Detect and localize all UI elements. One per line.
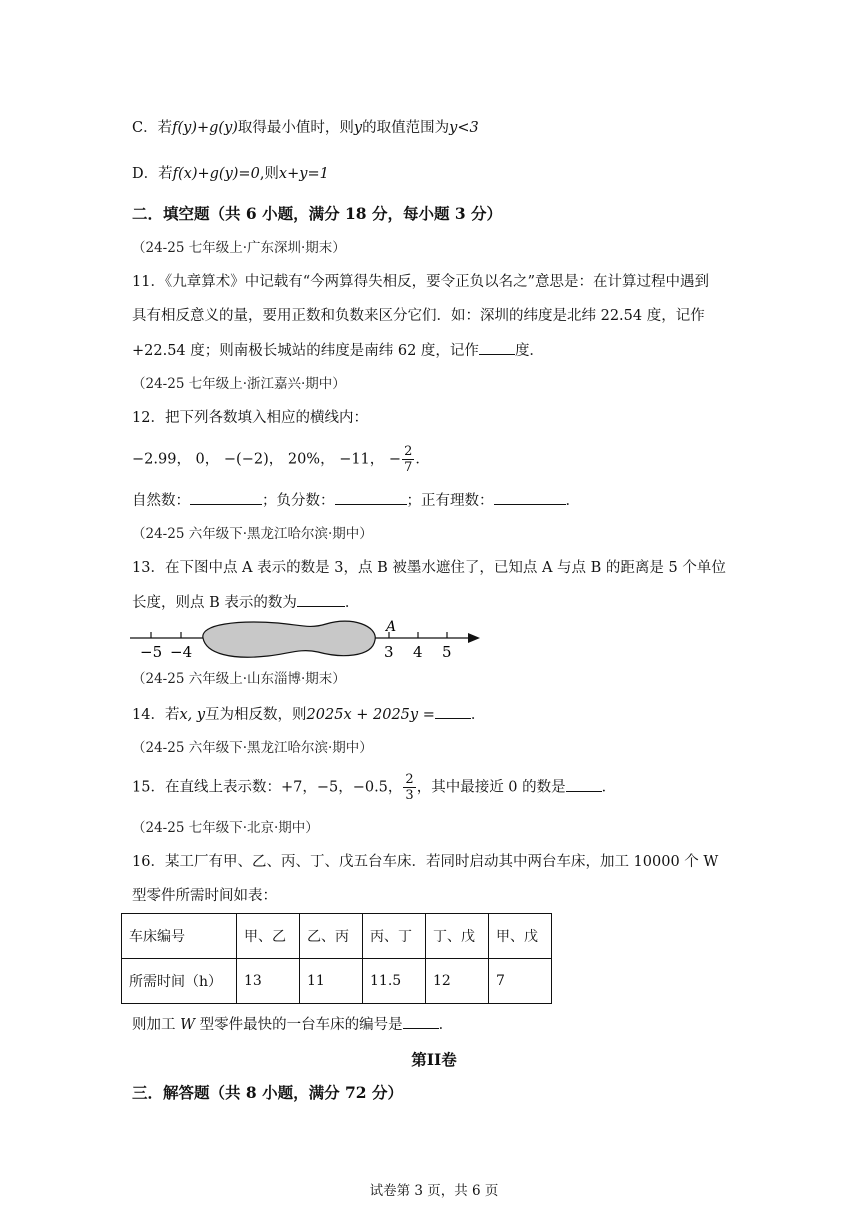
q14-line — [132, 704, 485, 725]
q16-after-end: ． — [438, 1017, 454, 1033]
option-c-cond: y<3 — [449, 120, 479, 136]
q14-text-b: 互为相反数，则 — [205, 707, 307, 723]
tick-label: 4 — [413, 643, 423, 661]
table-header-cell: 丙、丁 — [363, 914, 426, 959]
axis-arrow-icon — [468, 633, 480, 643]
q11-answer-blank[interactable] — [479, 340, 515, 355]
option-d — [132, 164, 329, 184]
tick-label: 3 — [384, 643, 394, 661]
q13-line2-text: 长度，则点 B 表示的数为 — [132, 595, 297, 611]
q12-frac-den: 7 — [404, 460, 413, 475]
q14-vars: x, y — [179, 707, 206, 723]
q11-line3-text: +22.54 度；则南极长城站的纬度是南纬 62 度，记作 — [132, 343, 479, 359]
option-d-expr: f(x)+g(y)=0 — [172, 166, 260, 182]
tick-label: 5 — [442, 643, 452, 661]
table-cell: 12 — [426, 959, 489, 1004]
q12-number: −(−2) — [223, 451, 269, 468]
q12-fraction — [402, 444, 414, 475]
q15-fraction — [403, 772, 415, 803]
q15-line — [132, 772, 616, 803]
q14-source: （24-25 六年级上·山东淄博·期末） — [132, 671, 346, 687]
q12-answer-line — [132, 490, 580, 511]
tick-label: −5 — [140, 643, 163, 661]
point-a-label: A — [386, 619, 397, 635]
table-header-cell: 甲、乙 — [237, 914, 300, 959]
option-c-expr: f(y)+g(y) — [172, 120, 238, 136]
table-row — [122, 959, 552, 1004]
table-cell: 11 — [300, 959, 363, 1004]
q12-end: ． — [565, 493, 580, 509]
q12-negfrac-label: ；负分数： — [262, 493, 335, 509]
q11-line3-end: 度． — [514, 343, 544, 359]
q12-natural-blank[interactable] — [190, 490, 262, 505]
ink-blot — [203, 621, 375, 657]
option-c-label: C．若 — [132, 120, 173, 136]
tick-label: −4 — [170, 643, 193, 661]
q13-answer-blank[interactable] — [297, 592, 345, 607]
q14-answer-blank[interactable] — [435, 704, 471, 719]
option-d-label: D．若 — [132, 166, 173, 182]
q12-number: −11 — [339, 451, 370, 468]
q16-line1: 16．某工厂有甲、乙、丙、丁、戊五台车床．若同时启动其中两台车床，加工 10000 个 W — [132, 854, 719, 870]
q15-end: ． — [601, 779, 617, 796]
table-cell: 13 — [237, 959, 300, 1004]
q15-text-a: 15．在直线上表示数：+7，−5，−0.5， — [132, 779, 403, 796]
q12-frac-sign: − — [388, 451, 402, 468]
q12-negfrac-blank[interactable] — [335, 490, 407, 505]
q12-natural-label: 自然数： — [132, 493, 190, 509]
q12-frac-num: 2 — [404, 444, 413, 459]
q16-answer-blank[interactable] — [403, 1014, 439, 1029]
q11-source: （24-25 七年级上·广东深圳·期末） — [132, 240, 346, 256]
section3-title: 三．解答题（共 8 小题，满分 72 分） — [132, 1083, 403, 1102]
table-header-cell: 车床编号 — [122, 914, 237, 959]
q16-w-var: W — [180, 1017, 196, 1033]
q12-number: 20% — [287, 451, 321, 468]
volume-title: 第II卷 — [411, 1050, 457, 1069]
q12-posrat-blank[interactable] — [494, 490, 566, 505]
q13-line2-end: ． — [344, 595, 360, 611]
q12-posrat-label: ；正有理数： — [406, 493, 494, 509]
q16-line2: 型零件所需时间如表： — [132, 888, 277, 904]
table-header-cell: 乙、丙 — [300, 914, 363, 959]
q14-text-a: 14．若 — [132, 707, 180, 723]
table-cell: 7 — [489, 959, 552, 1004]
q11-line3 — [132, 340, 544, 361]
option-c-var: y — [353, 120, 363, 136]
q12-number: −2.99 — [132, 451, 177, 468]
number-line-figure — [128, 614, 488, 664]
q12-source: （24-25 七年级上·浙江嘉兴·期中） — [132, 376, 346, 392]
option-c-text: 取得最小值时，则 — [237, 120, 354, 136]
q12-number: 0 — [195, 451, 205, 468]
q11-line1: 11．《九章算术》中记载有“今两算得失相反，要令正负以名之”意思是：在计算过程中遇到 — [132, 274, 710, 290]
table-header-cell: 甲、戊 — [489, 914, 552, 959]
q13-line2 — [132, 592, 359, 613]
q16-after — [132, 1014, 453, 1035]
lathe-time-table — [121, 913, 552, 1004]
page-footer: 试卷第 3 页，共 6 页 — [369, 1183, 499, 1199]
q15-answer-blank[interactable] — [566, 777, 602, 792]
table-cell: 所需时间（h） — [122, 959, 237, 1004]
section2-title: 二．填空题（共 6 小题，满分 18 分，每小题 3 分） — [132, 204, 503, 223]
q16-source: （24-25 七年级下·北京·期中） — [132, 820, 319, 836]
q11-line2: 具有相反意义的量，要用正数和负数来区分它们．如：深圳的纬度是北纬 22.54 度，记作 — [132, 308, 705, 324]
q15-frac-den: 3 — [405, 788, 414, 803]
table-header-row — [122, 914, 552, 959]
q14-expr: 2025x + 2025y = — [306, 707, 435, 723]
q15-source: （24-25 六年级下·黑龙江哈尔滨·期中） — [132, 740, 373, 756]
q12-numbers: −2.99， 0， −(−2)， 20%， −11， − $\frac{2}{7}$ ． — [132, 444, 430, 475]
q14-end: ． — [470, 707, 486, 723]
option-c — [132, 118, 479, 138]
q15-frac-num: 2 — [405, 772, 414, 787]
q16-after-b: 型零件最快的一台车床的编号是 — [199, 1017, 403, 1033]
option-d-cond: x+y=1 — [278, 166, 329, 182]
option-c-tail: 的取值范围为 — [362, 120, 450, 136]
q12-stem: 12．把下列各数填入相应的横线内： — [132, 410, 368, 426]
q13-source: （24-25 六年级下·黑龙江哈尔滨·期中） — [132, 526, 373, 542]
q13-line1: 13．在下图中点 A 表示的数是 3，点 B 被墨水遮住了，已知点 A 与点 B 的距离是 5 个单位 — [132, 560, 726, 576]
q15-text-b: ，其中最接近 0 的数是 — [416, 779, 566, 796]
table-header-cell: 丁、戊 — [426, 914, 489, 959]
table-cell: 11.5 — [363, 959, 426, 1004]
option-d-text: ,则 — [259, 166, 279, 182]
q16-after-a: 则加工 — [132, 1017, 176, 1033]
